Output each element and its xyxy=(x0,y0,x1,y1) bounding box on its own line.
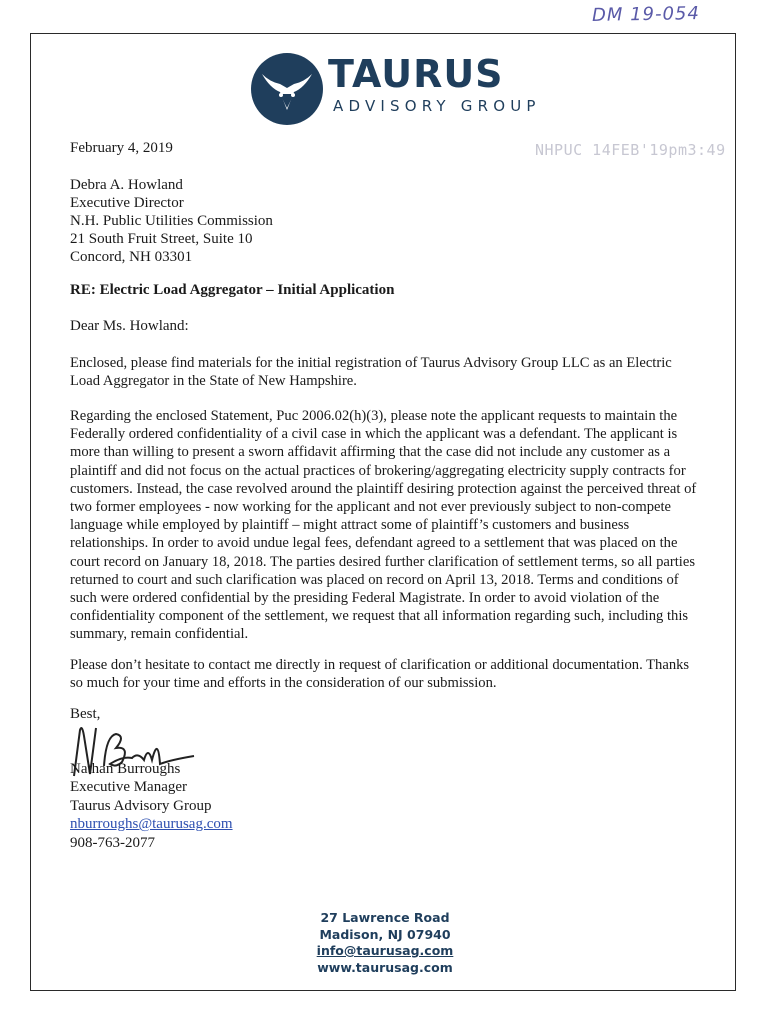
body-paragraph: Enclosed, please find materials for the initial registration of Taurus Advisory Group LLC as an Electric Load Aggregator in the State of New Hampshire. xyxy=(70,355,672,390)
company-subtitle: ADVISORY GROUP xyxy=(333,97,541,115)
recipient-line: Executive Director xyxy=(70,195,184,211)
docket-note: DM 19-054 xyxy=(591,3,701,26)
recipient-line: 21 South Fruit Street, Suite 10 xyxy=(70,231,253,247)
footer-email-link[interactable]: info@taurusag.com xyxy=(316,943,454,958)
recipient-line: Concord, NH 03301 xyxy=(70,249,193,265)
bull-logo-icon xyxy=(250,52,324,126)
letterhead-footer xyxy=(270,910,500,976)
closing: Best, xyxy=(70,706,101,722)
signer-name: Nathan Burroughs xyxy=(70,761,181,777)
company-wordmark: TAURUS xyxy=(328,52,504,96)
signer-email-link[interactable]: nburroughs@taurusag.com xyxy=(70,816,233,833)
letter-date: February 4, 2019 xyxy=(70,140,173,156)
signer-phone: 908-763-2077 xyxy=(70,834,155,851)
body-paragraph: Please don’t hesitate to contact me directly in request of clarification or additional documentation. Thanks so much for your time and efforts in the consideration of our submission. xyxy=(70,657,690,692)
body-paragraph: Regarding the enclosed Statement, Puc 2006.02(h)(3), please note the applicant requests to maintain the Federally ordered confidentiality of a civil case in which the applicant was a defendant. The applicant is more than willing to present a sworn affidavit affirming that the case did not include any customer as a plaintiff and did not focus on the actual practices of brokering/aggregating electricity supply contracts for customers. Instead, the case revolved around the plaintiff desiring protection against the perceived threat of two former employees - now working for the applicant and not ever previously subject to non-compete language while employed by plaintiff – might attract some of plaintiff’s customers and business relationships. In order to avoid undue legal fees, defendant agreed to a settlement that was placed on the court record on January 18, 2018. The parties desired further clarification of settlement terms, so all parties returned to court and such clarification was placed on record on April 13, 2018. Terms and conditions of such were ordered confidential by the presiding Federal Magistrate. In order to avoid violation of the confidentiality component of the settlement, we request that all information regarding such, including this summary, remain confidential. xyxy=(70,408,697,643)
signer-company: Taurus Advisory Group xyxy=(70,797,212,814)
received-stamp: NHPUC 14FEB'19pm3:49 xyxy=(535,141,726,159)
footer-city: Madison, NJ 07940 xyxy=(319,926,451,942)
salutation: Dear Ms. Howland: xyxy=(70,318,189,334)
signer-block xyxy=(70,760,233,852)
recipient-line: Debra A. Howland xyxy=(70,177,183,193)
footer-street: 27 Lawrence Road xyxy=(320,910,450,925)
recipient-address xyxy=(70,176,273,266)
subject-line: RE: Electric Load Aggregator – Initial Application xyxy=(70,282,395,298)
recipient-line: N.H. Public Utilities Commission xyxy=(70,213,273,229)
footer-website[interactable]: www.taurusag.com xyxy=(317,959,453,975)
signer-title: Executive Manager xyxy=(70,779,188,796)
